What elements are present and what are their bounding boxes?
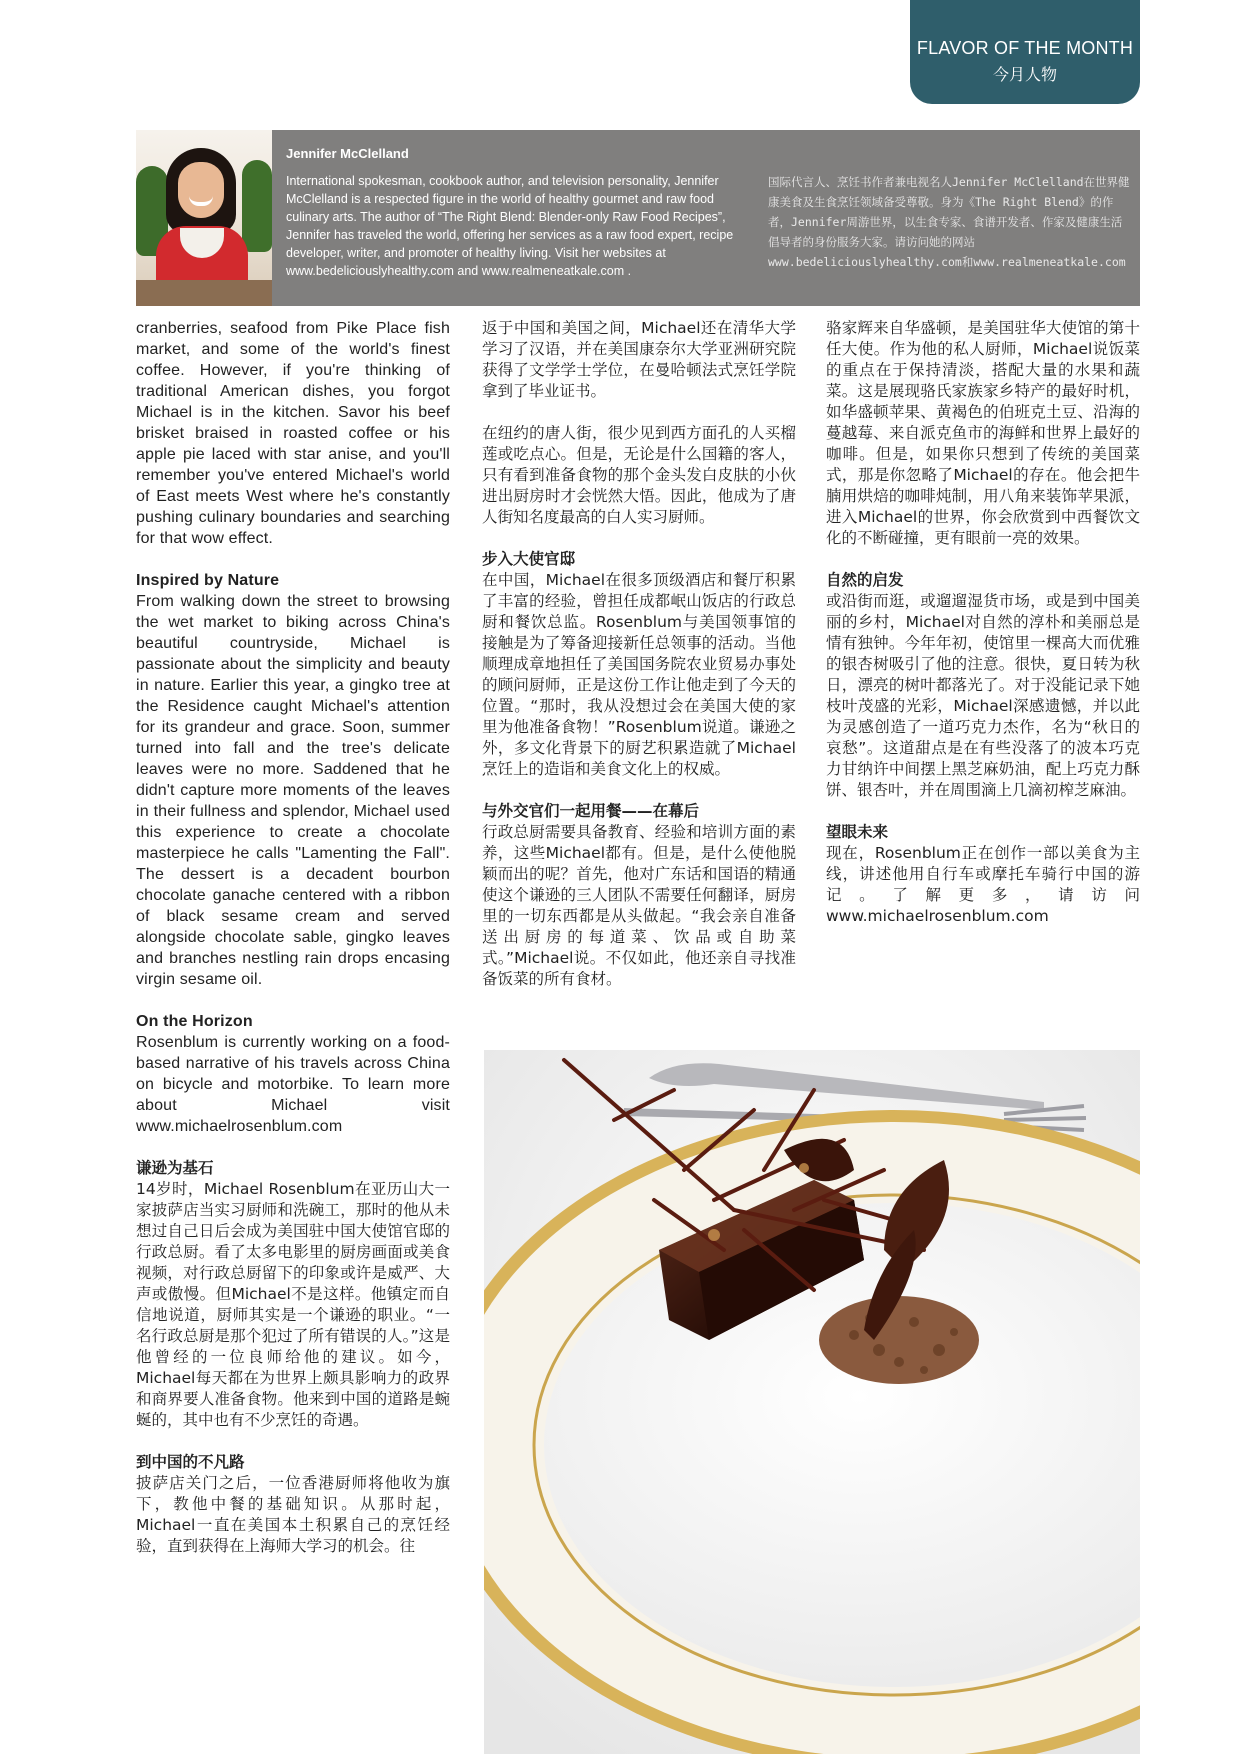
heading-embassy: 步入大使官邸 <box>482 550 576 568</box>
paragraph-road-to-china-zh: 披萨店关门之后，一位香港厨师将他收为旗下，教他中餐的基础知识。从那时起，Michael一直在美国本土积累自己的烹饪经验，直到获得在上海师大学习的机会。往 <box>136 1474 450 1555</box>
paragraph-horizon-en: Rosenblum is currently working on a food-based narrative of his travels across China on bicycle and motorbike. To learn more about Michael visit www.michaelrosenblum.com <box>136 1034 450 1135</box>
author-photo <box>136 130 272 306</box>
section-title-zh: 今月人物 <box>992 65 1057 84</box>
paragraph-humble-zh: 14岁时，Michael Rosenblum在亚历山大一家披萨店当实习厨师和洗碗工，那时的他从未想过自己日后会成为美国驻中国大使馆官邸的行政总厨。看了太多电影里的厨房画面或美食视频，对行政总厨留下的印象或许是威严、大声或傲慢。但Michael不是这样。他镇定而自信地说道，厨师其实是一个谦逊的职业。“一名行政总厨是那个犯过了所有错误的人。”这是他曾经的一位良师给他的建议。如今，Michael每天都在为世界上颇具影响力的政界和商界要人准备食物。他来到中国的道路是蜿蜒的，其中也有不少烹饪的奇遇。 <box>136 1180 450 1429</box>
heading-humble: 谦逊为基石 <box>136 1159 214 1177</box>
paragraph-nature-zh: 或沿街而逛，或遛遛湿货市场，或是到中国美丽的乡村，Michael对自然的淳朴和美丽总是情有独钟。今年年初，使馆里一棵高大而优雅的银杏树吸引了他的注意。很快，夏日转为秋日，漂亮的树叶都落光了。对于没能记录下她枝叶茂盛的光彩，Michael深感遗憾，并以此为灵感创造了一道巧克力杰作，名为“秋日的哀愁”。这道甜点是在有些没落了的波本巧克力甘纳许中间摆上黑芝麻奶油，配上巧克力酥饼、银杏叶，并在周围滴上几滴初榨芝麻油。 <box>826 592 1140 799</box>
paragraph-nature-en: From walking down the street to browsing the wet market to biking across China's beautiful countryside, Michael is passionate about the simplicity and beauty in nature. Earlier this year, a gingko tree at the Residence caught Michael's attention for its grandeur and grace. Soon, summer turned into fall and the tree's delicate leaves were no more. Saddened that he didn't capture more moments of the leaves in their fullness and splendor, Michael used this experience to create a chocolate masterpiece he calls "Lamenting the Fall". The dessert is a decadent bourbon chocolate ganache centered with a ribbon of black sesame cream and served alongside chocolate sable, gingko leaves and branches nestling rain drops encasing virgin sesame oil. <box>136 593 450 988</box>
author-name: Jennifer McClelland <box>286 146 409 161</box>
column-3 <box>826 318 1140 948</box>
column-2 <box>482 318 796 1011</box>
paragraph-study-zh: 返于中国和美国之间，Michael还在清华大学学习了汉语，并在美国康奈尔大学亚洲研究院获得了文学学士学位，在曼哈顿法式烹饪学院拿到了毕业证书。 <box>482 319 796 400</box>
author-bio-zh: 国际代言人、烹饪书作者兼电视名人Jennifer McClelland在世界健康美食及生食烹饪领域备受尊敬。身为《The Right Blend》的作者，Jennifer周游世界，以生食专家、食谱开发者、作家及健康生活倡导者的身份服务大家。请访问她的网站www.bedeliciouslyhealthy.com和www.realmeneatkale.com <box>768 175 1130 269</box>
section-tab <box>910 0 1140 104</box>
paragraph-diplomats-zh: 行政总厨需要具备教育、经验和培训方面的素养，这些Michael都有。但是，是什么使他脱颖而出的呢？首先，他对广东话和国语的精通使这个谦逊的三人团队不需要任何翻译，厨房里的一切东西都是从头做起。“我会亲自准备送出厨房的每道菜、饮品或自助菜式。”Michael说。不仅如此，他还亲自寻找准备饭菜的所有食材。 <box>482 823 796 988</box>
heading-on-the-horizon: On the Horizon <box>136 1013 253 1030</box>
heading-future-zh: 望眼未来 <box>826 823 889 841</box>
heading-road-to-china: 到中国的不凡路 <box>136 1453 245 1471</box>
heading-inspired-by-nature: Inspired by Nature <box>136 572 280 589</box>
dessert-photo <box>484 1050 1140 1754</box>
paragraph-chinatown-zh: 在纽约的唐人街，很少见到西方面孔的人买榴莲或吃点心。但是，无论是什么国籍的客人，只有看到准备食物的那个金头发白皮肤的小伙进出厨房时才会恍然大悟。因此，他成为了唐人街知名度最高的白人实习厨师。 <box>482 424 796 526</box>
author-bio-en: International spokesman, cookbook author, and television personality, Jennifer McClelland is a respected figure in the world of healthy gourmet and raw food culinary arts. The author of “The Right Blend: Blender-only Raw Food Recipes”, Jennifer has traveled the world, offering her services as a raw food expert, recipe developer, writer, and promoter of healthy living. Visit her websites at www.bedeliciouslyhealthy.com and www.realmeneatkale.com . <box>286 174 734 278</box>
section-title-en: FLAVOR OF THE MONTH <box>916 38 1134 58</box>
author-bio-bar <box>136 130 1140 306</box>
heading-diplomats: 与外交官们一起用餐——在幕后 <box>482 802 700 820</box>
paragraph-ambassador-zh: 骆家辉来自华盛顿，是美国驻华大使馆的第十任大使。作为他的私人厨师，Michael说饭菜的重点在于保持清淡，搭配大量的水果和蔬菜。这是展现骆氏家族家乡特产的最好时机，如华盛顿苹果、黄褐色的伯班克土豆、沿海的蔓越莓、来自派克鱼市的海鲜和世界上最好的咖啡。但是，如果你只想到了传统的美国菜式，那是你忽略了Michael的存在。他会把牛腩用烘焙的咖啡炖制，用八角来装饰苹果派，进入Michael的世界，你会欣赏到中西餐饮文化的不断碰撞，更有眼前一亮的效果。 <box>826 319 1140 547</box>
column-1 <box>136 318 450 1578</box>
paragraph-future-zh: 现在，Rosenblum正在创作一部以美食为主线，讲述他用自行车或摩托车骑行中国的游记。了解更多，请访问www.michaelrosenblum.com <box>826 844 1140 925</box>
paragraph-embassy-zh: 在中国，Michael在很多顶级酒店和餐厅积累了丰富的经验，曾担任成都岷山饭店的行政总厨和餐饮总监。Rosenblum与美国领事馆的接触是为了筹备迎接新任总领事的活动。当他顺理成章地担任了美国国务院农业贸易办事处的顾问厨师，正是这份工作让他走到了今天的位置。“那时，我从没想过会在美国大使的家里为他准备食物！”Rosenblum说道。谦逊之外，多文化背景下的厨艺积累造就了Michael烹饪上的造诣和美食文化上的权威。 <box>482 571 796 778</box>
heading-nature-zh: 自然的启发 <box>826 571 904 589</box>
dessert-plate-illustration <box>484 1050 1140 1754</box>
paragraph-intro-en: cranberries, seafood from Pike Place fish market, and some of the world's finest coffee. However, if you're thinking of traditional American dishes, you forgot Michael is in the kitchen. Savor his beef brisket braised in roasted coffee or his apple pie laced with star anise, and you'll remember you've entered Michael's world of East meets West where he's constantly pushing culinary boundaries and searching for that wow effect. <box>136 320 450 547</box>
